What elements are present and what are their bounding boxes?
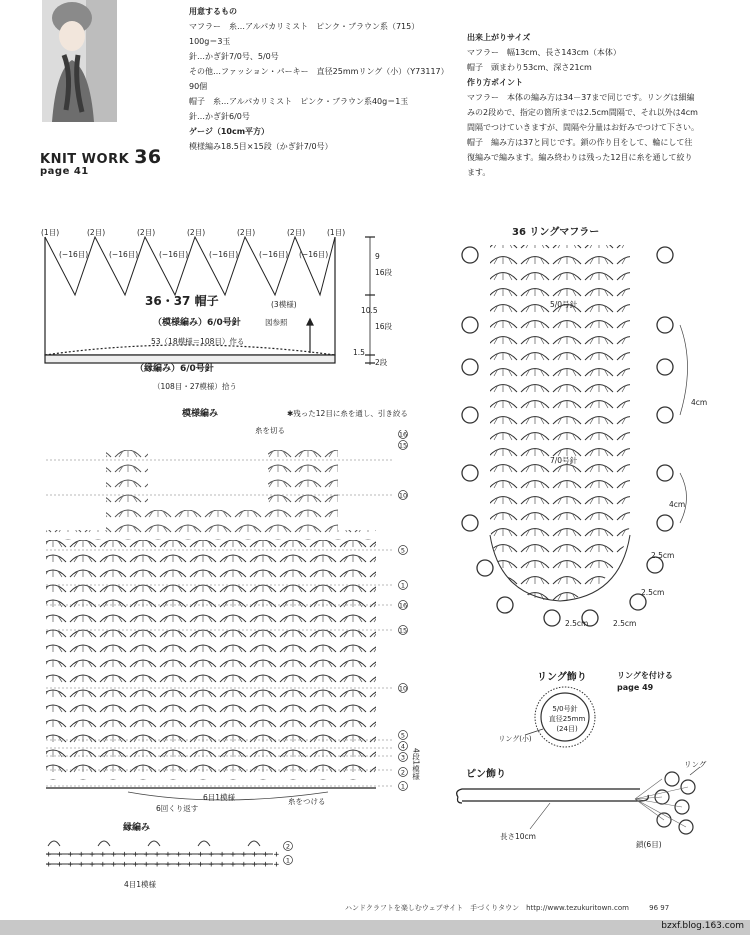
row-marker [399,441,408,450]
svg-text:15: 15 [398,441,408,450]
muffler-chart-title: 36 リングマフラー [512,227,600,238]
border-row-marker [284,842,293,851]
muffler-chart [455,235,715,630]
dim-h1-rows: 16段 [375,268,393,277]
svg-text:1: 1 [400,782,406,791]
pin-ring-label: リング [684,760,707,769]
dec-label: (−16目) [209,250,239,259]
spacing-label: 2.5cm [641,588,665,597]
dec-label: (−16目) [159,250,189,259]
side-rows-label: 4段1模様 [411,748,421,781]
pattern-chart-note: ✱残った12目に糸を通し、引き絞る [287,409,408,418]
ring-deco-diagram [495,683,605,753]
muffler-needle: 針…かぎ針7/0号、5/0号 [189,52,279,61]
ring-attach-label: リングを付ける [617,671,673,680]
hat-ref: 図参照 [265,318,288,327]
row-marker [399,626,408,635]
top-label: (2目) [87,228,106,237]
howto-line: ます。 [467,168,491,177]
cut-yarn-label: 糸を切る [255,426,285,435]
row-marker [399,581,408,590]
row-marker [399,601,408,610]
svg-text:2: 2 [400,768,406,777]
hat-pickup: （108目・27模様）拾う [153,382,237,391]
materials-heading: 用意するもの [189,7,237,16]
svg-text:15: 15 [398,626,408,635]
svg-text:5: 5 [400,546,406,555]
border-chart-title: 縁編み [123,823,151,833]
top-label: (2目) [187,228,206,237]
howto-line: 間隔でつけていきますが、間隔や分量はお好みでつけて下さい。 [467,123,699,132]
row-marker [399,753,408,762]
svg-text:+ + + + + + + + + + + + + + +: + + + + + + + + + + + + + + + + + + + + + + [46,860,279,870]
svg-text:16: 16 [398,601,408,610]
spacing-label: 2.5cm [651,551,675,560]
knit-work-title: KNIT WORK 36 [40,146,162,168]
row-marker [399,684,408,693]
border-bottom-label: 4目1模様 [124,880,157,889]
gauge-heading: ゲージ（10cm平方） [189,127,270,136]
svg-text:+ + + + + + + + + + + + + + +: + + + + + + + + + + + + + + + + + + + + + + [46,850,279,860]
pin-chain-label: 鎖(6目) [636,840,662,849]
row-marker [399,742,408,751]
muffler-yarn: マフラー 糸…アルパカリミスト ピンク・ブラウン系（715） [189,22,420,31]
dec-label: (−16目) [259,250,289,259]
finished-block [467,30,699,180]
ring-label: リング(小) [498,735,532,743]
howto-line: マフラー 本体の編み方は34－37まで同じです。リングは細編 [467,93,695,102]
spacing-label: 4cm [691,398,708,407]
top-label: (1目) [41,228,60,237]
top-label: (2目) [237,228,256,237]
svg-text:2: 2 [285,842,291,851]
svg-text:1: 1 [285,856,291,865]
row-marker [399,491,408,500]
ring-count: (24目) [556,725,578,733]
pin-deco-diagram [450,757,710,857]
bottom-stitch-label: 6目1模様 [203,793,236,802]
hat-title: 36・37 帽子 [145,294,219,308]
howto-heading: 作り方ポイント [467,78,523,87]
pattern-chart [38,430,438,815]
howto-line: 復編みで編みます。編み終わりは残った12目に糸を通して絞り [467,153,693,162]
ring-deco-title: リング飾り [537,672,587,683]
muffler-count: 90個 [189,82,208,91]
hat-pattern: （模様編み）6/0号針 [153,318,241,328]
row-marker [399,546,408,555]
svg-text:1: 1 [400,581,406,590]
page-ref: page 41 [40,166,89,177]
spacing-label: 2.5cm [613,619,637,628]
watermark: bzxf.blog.163.com [661,921,744,931]
page-numbers: 96 97 [649,904,670,912]
needle-7-label: 7/0号針 [550,456,578,465]
hat-border: （縁編み）6/0号針 [135,364,214,374]
top-label: (1目) [327,228,346,237]
dim-h2: 10.5 [361,306,378,315]
spacing-label: 2.5cm [565,619,589,628]
howto-line: 帽子 編み方は37と同じです。鎖の作り目をして、輪にして往 [467,138,693,147]
svg-text:5: 5 [400,731,406,740]
attach-yarn-label: 糸をつける [288,797,326,806]
svg-text:16: 16 [398,430,408,439]
row-marker [399,782,408,791]
border-row-marker [284,856,293,865]
finished-muffler: マフラー 幅13cm、長さ143cm（本体） [467,48,621,57]
hat-yarn: 帽子 糸…アルパカリミスト ピンク・ブラウン系40g＝1玉 [189,97,409,106]
hat-needle: 針…かぎ針6/0号 [189,112,250,121]
pin-length-label: 長さ10cm [500,832,536,841]
svg-text:10: 10 [398,491,408,500]
materials-block [189,4,449,154]
hat-cast-on: 53（18模様＝108目）作る [151,337,245,346]
footer-bar [0,920,750,935]
ring-page-ref: page 49 [617,683,654,692]
pattern-chart-title: 模様編み [182,409,219,419]
site-credit: ハンドクラフトを楽しむウェブサイト 手づくりタウン http://www.tezukuritown.com 96 97 [345,904,670,912]
dim-h2-rows: 16段 [375,322,393,331]
top-label: (2目) [137,228,156,237]
needle-5-label: 5/0号針 [550,300,578,309]
svg-text:4: 4 [400,742,406,751]
spacing-label: 4cm [669,500,686,509]
svg-text:3: 3 [400,753,406,762]
hat-schematic [35,225,395,395]
dim-h3: 1.5 [353,348,365,357]
row-marker [399,430,408,439]
pin-deco-title: ピン飾り [466,769,506,780]
dec-label: (−16目) [59,250,89,259]
top-label: (2目) [287,228,306,237]
bottom-repeat-label: 6回くり返す [156,804,199,813]
dim-h3-rows: 2段 [375,358,388,367]
muffler-qty: 100g＝3玉 [189,37,231,46]
ring-diameter: 直径25mm [548,715,586,723]
muffler-other: その他…ファッション・パーキー 直径25mmリング（小）（Y73117） [189,67,449,76]
howto-line: みの2段めで、指定の箇所までは2.5cm間隔で、それ以外は4cm [467,108,698,117]
row-marker [399,768,408,777]
hat-repeat: (3模様) [271,300,297,309]
gauge-value: 模様編み18.5目×15段（かぎ針7/0号） [189,142,333,151]
dim-h1: 9 [375,252,380,261]
dec-label: (−16目) [109,250,139,259]
finished-heading: 出来上がりサイズ [467,33,531,42]
svg-text:10: 10 [398,684,408,693]
row-marker [399,731,408,740]
ring-needle: 5/0号針 [552,705,578,713]
finished-hat: 帽子 頭まわり53cm、深さ21cm [467,63,592,72]
border-chart [38,832,298,892]
model-photo [42,0,117,122]
dec-label: (−16目) [299,250,329,259]
